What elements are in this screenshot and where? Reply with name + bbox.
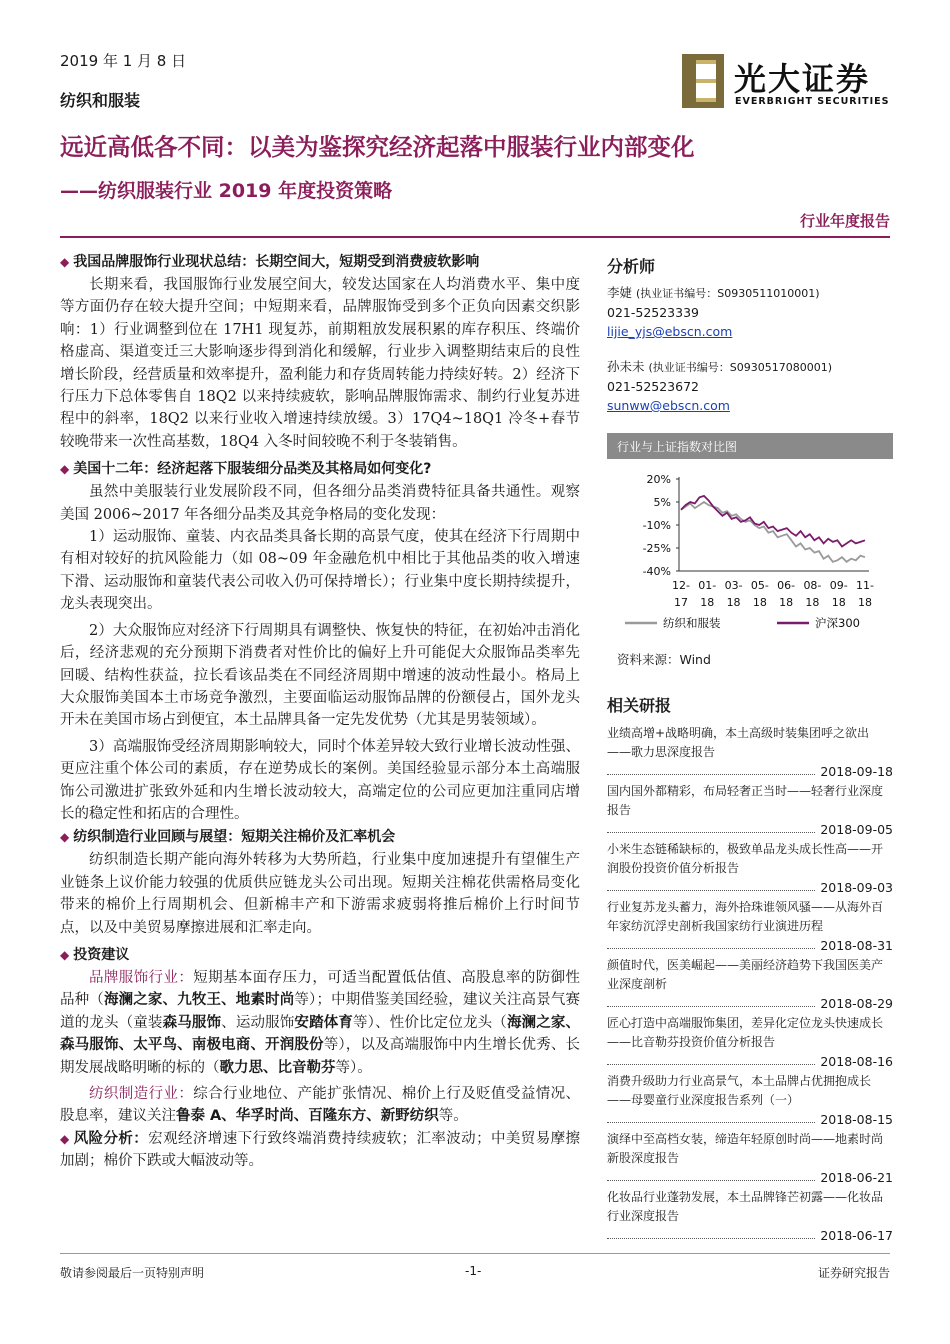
company-logo: [680, 54, 890, 114]
header-divider: [60, 236, 890, 238]
section-heading: ◆ 投资建议: [60, 946, 130, 963]
analyst-email-link[interactable]: lijie_yjs@ebscn.com: [607, 324, 733, 339]
analyst-card: [607, 283, 893, 341]
related-report-link[interactable]: 匠心打造中高端服饰集团，差异化定位龙头快速成长——比音勒芬投资价值分析报告: [607, 1016, 884, 1049]
analyst-email-link[interactable]: sunww@ebscn.com: [607, 398, 730, 413]
risk-paragraph: ◆ 风险分析：宏观经济增速下行致终端消费持续疲软；汇率波动；中美贸易摩擦加剧；棉价下跌或大幅波动等。: [60, 1130, 581, 1170]
report-type: 行业年度报告: [799, 212, 890, 230]
analyst-phone: 021-52523339: [607, 305, 699, 320]
chart-title: 行业与上证指数对比图: [607, 433, 893, 459]
analyst-name: 李婕: [607, 285, 633, 300]
related-report-link[interactable]: 国内国外都精彩，布局轻奢正当时——轻奢行业深度报告: [607, 784, 884, 817]
y-tick-label: -40%: [642, 565, 671, 578]
series-line: [681, 502, 865, 562]
report-title: 远近高低各不同：以美为鉴探究经济起落中服装行业内部变化: [60, 133, 695, 161]
related-report-link[interactable]: 消费升级助力行业高景气，本土品牌占优拥抱成长——母婴童行业深度报告系列（一）: [607, 1074, 872, 1107]
x-tick-label: 06-: [777, 579, 796, 592]
x-tick-label: 18: [726, 596, 741, 609]
analyst-phone: 021-52523672: [607, 379, 699, 394]
x-tick-label: 05-: [750, 579, 769, 592]
main-content: [60, 250, 580, 1173]
x-tick-label: 09-: [829, 579, 848, 592]
related-report-link[interactable]: 行业复苏龙头蓄力，海外拾珠谁领风骚——从海外百年家纺沉浮史剖析我国家纺行业演进历程: [607, 900, 884, 933]
comparison-line-chart: [607, 459, 893, 649]
x-tick-label: 08-: [803, 579, 822, 592]
related-report-date: 2018-08-31: [607, 935, 893, 956]
sidebar: [607, 254, 893, 1246]
related-report-link[interactable]: 化妆品行业蓬勃发展，本土品牌锋芒初露——化妆品行业深度报告: [607, 1190, 884, 1223]
paragraph: 2）大众服饰应对经济下行周期具有调整快、恢复快的特征，在初始冲击消化后，经济悲观的充分预期下消费者对性价比的偏好上升可能促大众服饰品类率先回暖、结构性获益，拉长看该品类在不同经济周期中增速的波动性最小。格局上大众服饰美国本土市场竞争激烈，主要面临运动服饰品牌的份额侵占，国外龙头开未在美国市场占到便宜，本土品牌具备一定先发优势（尤其是男装领域）。: [60, 622, 580, 729]
paragraph: 纺织制造长期产能向海外转移为大势所趋，行业集中度加速提升有望催生产业链条上议价能力较强的优质供应链龙头公司出现。短期关注棉花供需格局变化带来的棉价上行周期机会、但新棉丰产和下游需求疲弱将推后棉价上行时间节点，以及中美贸易摩擦进展和汇率走向。: [60, 852, 580, 936]
paragraph: 1）运动服饰、童装、内衣品类具备长期的高景气度，使其在经济下行周期中有相对较好的抗风险能力（如 08~09 年金融危机中相比于其他品类的收入增速下滑、运动服饰和童装代表公司收入仍可保持增长）；行业集中度长期持续提升，龙头表现突出。: [60, 529, 580, 613]
investment-textile-paragraph: 纺织制造行业：综合行业地位、产能扩张情况、棉价上行及贬值受益情况、股息率，建议关注鲁泰 A、华孚时尚、百隆东方、新野纺织等。: [60, 1086, 580, 1125]
footer-divider: [60, 1253, 890, 1254]
section-heading: ◆ 纺织制造行业回顾与展望：短期关注棉价及汇率机会: [60, 829, 396, 846]
x-tick-label: 18: [700, 596, 715, 609]
related-report-date: 2018-08-16: [607, 1051, 893, 1072]
paragraph: 长期来看，我国服饰行业发展空间大，较发达国家在人均消费水平、集中度等方面仍存在较大提升空间；中短期来看，品牌服饰受到多个正负向因素交织影响：1）行业调整到位在 17H1 现复苏，前期粗放发展积累的库存积压、终端价格虚高、渠道变迁三大影响逐步得到消化和缓解，行业步入调整期结束后的良性增长阶段，经营质量和效率提升，盈利能力和存货周转能力持续好转。2）经济下行压力下总体零售自 18Q2 以来持续疲软，影响品牌服饰需求、制约行业复苏进程中的斜率，18Q2 以来行业收入增速持续放缓。3）17Q4~18Q1 冷冬+春节较晚带来一次性高基数，18Q4 入冬时间较晚不利于冬装销售。: [60, 277, 580, 450]
page-number: -1-: [465, 1264, 482, 1278]
legend-label: 沪深300: [815, 616, 860, 630]
related-report-link[interactable]: 业绩高增+战略明确，本土高级时装集团呼之欲出——歌力思深度报告: [607, 726, 870, 759]
related-report-date: 2018-06-17: [607, 1225, 893, 1246]
related-report-date: 2018-08-29: [607, 993, 893, 1014]
y-tick-label: -10%: [642, 519, 671, 532]
related-report-date: 2018-09-18: [607, 761, 893, 782]
series-line: [681, 496, 865, 547]
x-tick-label: 18: [858, 596, 872, 609]
related-reports-heading: 相关研报: [607, 696, 672, 715]
diamond-bullet-icon: ◆: [60, 830, 70, 845]
section-heading: ◆ 美国十二年：经济起落下服装细分品类及其格局如何变化?: [60, 461, 432, 478]
related-report-link[interactable]: 颜值时代，医美崛起——美丽经济趋势下我国医美产业深度剖析: [607, 958, 884, 991]
related-reports-list: [607, 724, 893, 1246]
chart-source: 资料来源：Wind: [617, 652, 711, 667]
related-report-date: 2018-09-05: [607, 819, 893, 840]
analyst-cert: (执业证书编号：S0930517080001): [648, 361, 833, 374]
x-tick-label: 11-: [856, 579, 874, 592]
logo-text-cn: 光大证券: [734, 60, 871, 98]
x-tick-label: 18: [831, 596, 846, 609]
legend-label: 纺织和服装: [663, 616, 721, 630]
footer-doc-type: 证券研究报告: [817, 1266, 890, 1280]
diamond-bullet-icon: ◆: [60, 462, 70, 477]
x-tick-label: 03-: [724, 579, 743, 592]
x-tick-label: 01-: [698, 579, 717, 592]
related-report-date: 2018-09-03: [607, 877, 893, 898]
section-heading: ◆ 我国品牌服饰行业现状总结：长期空间大，短期受到消费疲软影响: [60, 254, 480, 270]
report-subtitle: ——纺织服装行业 2019 年度投资策略: [60, 180, 393, 202]
y-tick-label: 20%: [646, 473, 671, 486]
paragraph: 虽然中美服装行业发展阶段不同，但各细分品类消费特征具备共通性。观察美国 2006~2017 年各细分品类及其竞争格局的变化发现：: [60, 484, 580, 523]
related-report-link[interactable]: 小米生态链稀缺标的，极致单品龙头成长性高——开润股份投资价值分析报告: [607, 842, 884, 875]
investment-brand-paragraph: 品牌服饰行业：短期基本面存压力，可适当配置低估值、高股息率的防御性品种（海澜之家、九牧王、地素时尚等）；中期借鉴美国经验，建议关注高景气赛道的龙头（童装森马服饰、运动服饰安踏体育等）、性价比定位龙头（海澜之家、森马服饰、太平鸟、南极电商、开润股份等），以及高端服饰中内生增长优秀、长期发展战略明晰的标的（歌力思、比音勒芬等）。: [60, 969, 581, 1076]
diamond-bullet-icon: ◆: [60, 1131, 70, 1146]
analyst-name: 孙未未: [607, 359, 645, 374]
x-tick-label: 18: [805, 596, 820, 609]
x-tick-label: 12-: [672, 579, 690, 592]
industry-name: 纺织和服装: [60, 91, 141, 110]
logo-text-en: EVERBRIGHT SECURITIES: [735, 96, 890, 107]
logo-mark-icon: [680, 54, 726, 108]
analyst-cert: (执业证书编号：S0930511010001): [636, 287, 820, 300]
diamond-bullet-icon: ◆: [60, 255, 70, 269]
related-report-link[interactable]: 演绎中至高档女装，缔造年轻原创时尚——地素时尚新股深度报告: [607, 1132, 884, 1165]
footer-disclaimer: 敬请参阅最后一页特别声明: [60, 1266, 205, 1280]
y-tick-label: 5%: [653, 496, 671, 509]
related-report-date: 2018-06-21: [607, 1167, 893, 1188]
report-date: 2019 年 1 月 8 日: [60, 52, 187, 70]
analyst-card: [607, 357, 893, 415]
x-tick-label: 18: [779, 596, 794, 609]
y-tick-label: -25%: [642, 542, 671, 555]
x-tick-label: 18: [752, 596, 767, 609]
analysts-heading: 分析师: [607, 257, 656, 276]
x-tick-label: 17: [674, 596, 688, 609]
related-report-date: 2018-08-15: [607, 1109, 893, 1130]
paragraph: 3）高端服饰受经济周期影响较大，同时个体差异较大致行业增长波动性强、更应注重个体公司的素质，存在逆势成长的案例。美国经验显示部分本土高端服饰公司激进扩张致外延和内生增长波动较大，高端定位的公司应更加注重同店增长的稳定性和拓店的合理性。: [60, 738, 580, 822]
diamond-bullet-icon: ◆: [60, 947, 70, 962]
